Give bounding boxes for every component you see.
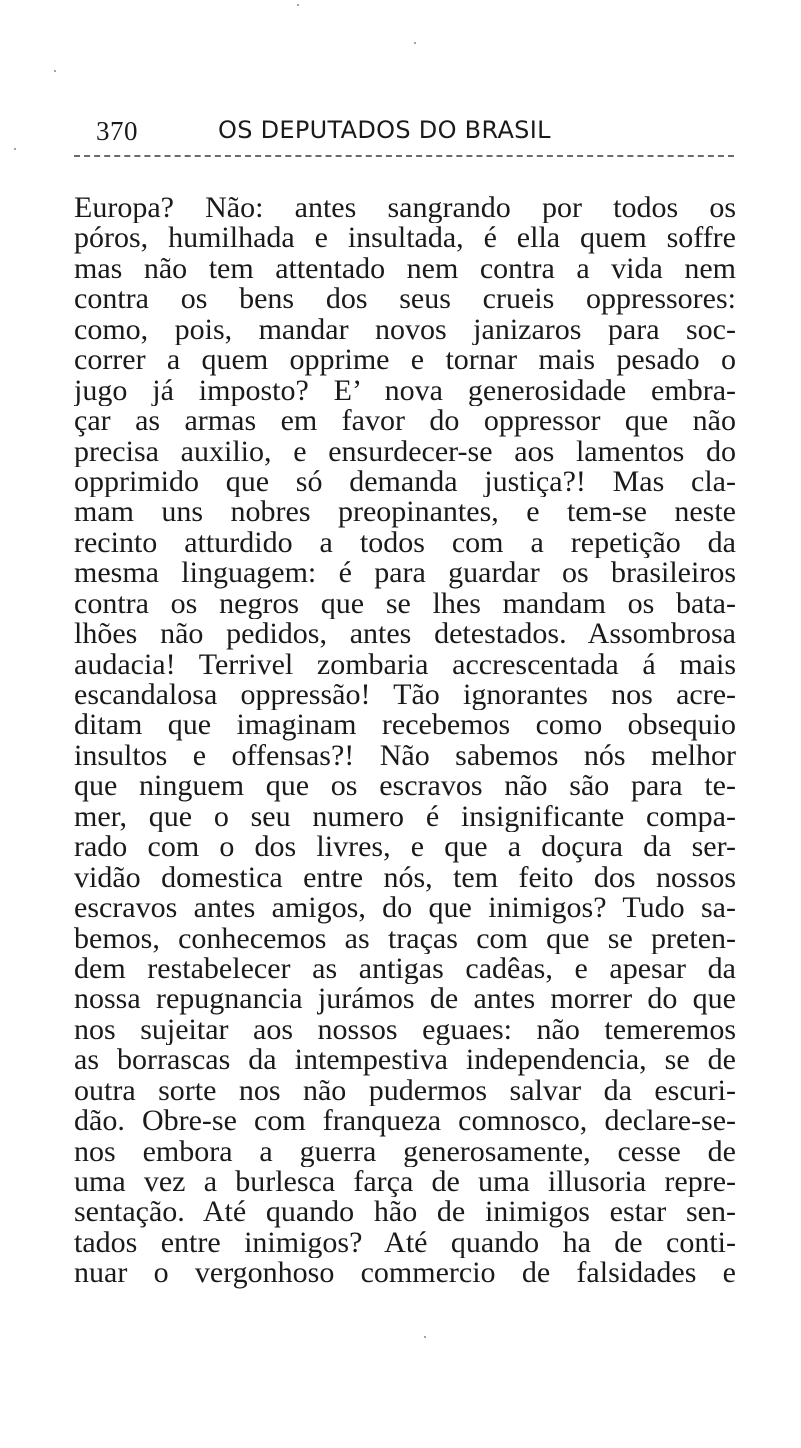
text-line: escandalosa oppressão! Tão ignorantes nos acre- [74, 680, 736, 711]
text-line: mam uns nobres preopinantes, e tem-se neste [74, 497, 736, 528]
text-line: que ninguem que os escravos não são para te- [74, 771, 736, 802]
header-rule [74, 155, 734, 157]
running-title: OS DEPUTADOS DO BRASIL [218, 116, 551, 144]
text-line: insultos e offensas?! Não sabemos nós melhor [74, 740, 736, 772]
text-line: nossa repugnancia jurámos de antes morrer do que [74, 984, 736, 1015]
text-line: outra sorte nos não pudermos salvar da escuri- [74, 1075, 736, 1107]
text-line: dão. Obre-se com franqueza comnosco, declare-se- [74, 1106, 736, 1137]
text-line: correr a quem opprime e tornar mais pesado o [74, 345, 736, 376]
text-line: nos embora a guerra generosamente, cesse de [74, 1136, 736, 1167]
text-line: as borrascas da intempestiva independencia, se de [74, 1045, 736, 1076]
text-line: póros, humilhada e insultada, é ella quem soffre [74, 223, 736, 254]
text-line: nuar o vergonhoso commercio de falsidades e [74, 1258, 736, 1289]
text-line: audacia! Terrivel zombaria accrescentada á mais [74, 649, 736, 680]
text-line: dem restabelecer as antigas cadêas, e apesar da [74, 953, 736, 985]
text-line: recinto atturdido a todos com a repetição da [74, 527, 736, 559]
text-line: ditam que imaginam recebemos como obsequio [74, 710, 736, 741]
page-header [96, 112, 736, 152]
scan-speck [297, 4, 299, 6]
text-line: mas não tem attentado nem contra a vida nem [74, 253, 736, 285]
text-line: rado com o dos livres, e que a doçura da ser- [74, 832, 736, 863]
page-number: 370 [96, 116, 138, 146]
scan-speck [424, 1336, 426, 1338]
scan-speck [14, 148, 16, 150]
text-line: Europa? Não: antes sangrando por todos os [74, 193, 736, 224]
text-line: çar as armas em favor do oppressor que não [74, 406, 736, 437]
text-line: contra os bens dos seus crueis oppressores: [74, 284, 736, 315]
text-line: sentação. Até quando hão de inimigos estar sen- [74, 1197, 736, 1228]
text-line: lhões não pedidos, antes detestados. Assombrosa [74, 619, 736, 650]
scan-speck [414, 42, 416, 44]
text-line: escravos antes amigos, do que inimigos? Tudo sa- [74, 893, 736, 924]
text-line: bemos, conhecemos as traças com que se preten- [74, 923, 736, 954]
scan-speck [54, 70, 56, 72]
text-line: jugo já imposto? E’ nova generosidade embra- [74, 375, 736, 407]
text-line: mesma linguagem: é para guardar os brasileiros [74, 558, 736, 589]
text-line: mer, que o seu numero é insignificante compa- [74, 801, 736, 833]
text-line: opprimido que só demanda justiça?! Mas cla- [74, 466, 736, 498]
text-line: precisa auxilio, e ensurdecer-se aos lamentos do [74, 436, 736, 467]
text-line: como, pois, mandar novos janizaros para soc- [74, 314, 736, 346]
text-line: tados entre inimigos? Até quando ha de conti- [74, 1227, 736, 1259]
body-text [74, 193, 736, 1289]
text-line: contra os negros que se lhes mandam os bata- [74, 588, 736, 620]
text-line: uma vez a burlesca farça de uma illusoria repre- [74, 1167, 736, 1198]
text-line: vidão domestica entre nós, tem feito dos nossos [74, 862, 736, 894]
text-line: nos sujeitar aos nossos eguaes: não temeremos [74, 1014, 736, 1046]
